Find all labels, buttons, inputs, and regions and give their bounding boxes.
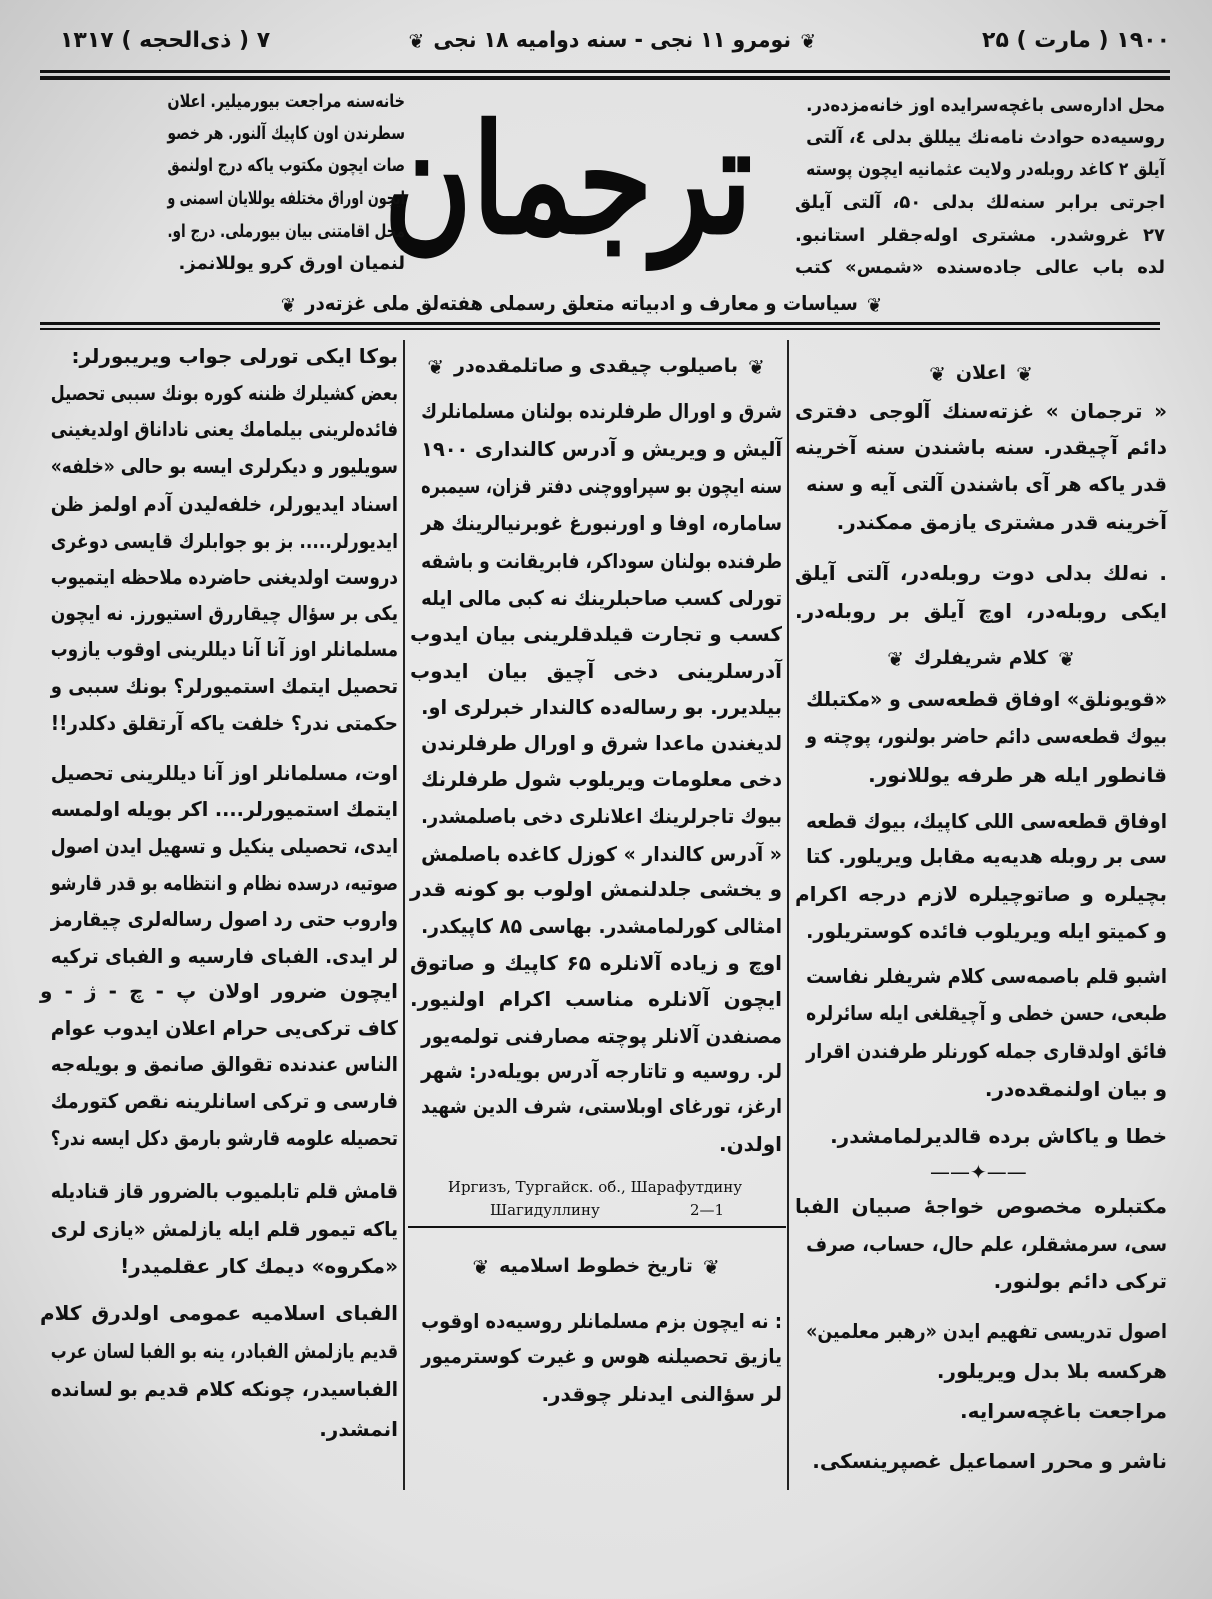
header-rule bbox=[40, 70, 1170, 73]
text-line: هرکسه بلا بدل ویریلور. bbox=[936, 1359, 1167, 1383]
text-line: ایدی، تحصیلی ینکیل و تسهیل ایدن اصول bbox=[50, 834, 399, 858]
text-line: آلیش و ویریش و آدرس کالنداری ۱۹۰۰ bbox=[421, 437, 782, 461]
text-line: لر سؤالنی ایدنلر چوقدر. bbox=[541, 1382, 782, 1406]
text-line: : نه ایچون بزم مسلمانلر روسیه‌ده اوقوب bbox=[421, 1309, 782, 1333]
text-line: یکی بر سؤال چیقاررق استیورز. نه ایچون bbox=[50, 601, 398, 625]
ornament-icon: ❦ bbox=[408, 29, 425, 53]
section-heading bbox=[410, 1251, 782, 1281]
heading-text: باصیلوب چیقدی و صاتلمقده‌در bbox=[454, 355, 738, 377]
text-line: «مکروه» دیمك کار عقلمیدر! bbox=[120, 1254, 398, 1278]
text-line: امثالی کورلمامشدر. بهاسی ۸۵ کاپیکدر. bbox=[421, 914, 782, 938]
text-line: لنمیان اورق کرو یوللانمز. bbox=[178, 253, 405, 274]
text-line: قدیم یازلمش الفبادر، ینه بو الفبا لسان عرب bbox=[50, 1339, 399, 1363]
ornament-icon: ❦ bbox=[280, 292, 296, 317]
text-line: محل اداره‌سی باغچه‌سرایده اوز خانه‌مزده‌در. bbox=[806, 95, 1165, 116]
text-line: اجرتی برابر سنه‌لك بدلی ۵۰، آلتی آیلق bbox=[795, 192, 1165, 213]
header-rule-thick bbox=[40, 76, 1170, 80]
ornament-icon: ❦ bbox=[427, 354, 444, 379]
text-line: «قویونلق» اوفاق قطعه‌سی و «مکتبلك bbox=[806, 687, 1167, 711]
ornament-icon: ❦ bbox=[800, 29, 816, 53]
text-line: « ترجمان » غزته‌سنك آلوجی دفتری bbox=[795, 399, 1167, 423]
text-line: اشبو قلم باصمه‌سی کلام شریفلر نفاست bbox=[806, 964, 1167, 988]
text-line: مسلمانلر اوز آنا آنا دیللرینی اوقوب یازوب bbox=[50, 637, 399, 661]
text-line: الفبای اسلامیه عمومی اولدرق کلام bbox=[40, 1301, 398, 1325]
text-line: واروب حتی رد اصول رساله‌لری چیقارمز bbox=[50, 907, 398, 931]
text-line: قانطور ایله هر طرفه یوللانور. bbox=[868, 763, 1167, 787]
russian-address-line2: Шагидуллину bbox=[490, 1201, 600, 1219]
text-line: طرفنده بولنان سوداکر، فابریقانت و باشقه bbox=[421, 549, 782, 573]
text-line: فارسی و ترکی اسانلرینه نقص کتورمك bbox=[50, 1089, 399, 1113]
heading-text: اعلان bbox=[955, 362, 1007, 384]
text-line: و یخشی جلدلنمش اولوب بو کونه قدر bbox=[410, 877, 782, 901]
ornament-icon: ❦ bbox=[887, 646, 904, 671]
text-line: آدرسلرینی دخی آچیق بیان ایدوب bbox=[410, 659, 782, 683]
text-line: اوت، مسلمانلر اوز آنا دیللرینی تحصیل bbox=[50, 761, 398, 785]
text-line: ایچون اوراق مختلفه یوللایان اسمنی و bbox=[167, 188, 405, 209]
text-line: ارغز، تورغای اوبلاستی، شرف الدین شهید bbox=[421, 1094, 782, 1118]
text-line: الفباسیدر، چونکه کلام قدیم بو لسانده bbox=[50, 1377, 399, 1401]
text-line: تحصیل ایتمك استمیورلر؟ بونك سببی و bbox=[50, 674, 399, 698]
column-divider bbox=[787, 340, 789, 1490]
text-line: دروست اولدیغنی حاضرده ملاحظه ایتمیوب bbox=[50, 565, 398, 589]
text-line: قامش قلم تابلمیوب بالضرور قاز قنادیله bbox=[50, 1179, 399, 1203]
column-divider bbox=[403, 340, 405, 1490]
text-line: . نه‌لك بدلی دوت روبله‌در، آلتی آیلق bbox=[795, 561, 1167, 585]
russian-address-mark: 2—1 bbox=[690, 1201, 725, 1219]
text-line: قدر یاکه هر آی باشندن آلتی آیه و سنه bbox=[806, 472, 1167, 496]
masthead-title: ترجمان bbox=[383, 92, 753, 268]
text-line: دخی معلومات ویریلوب شول طرفلرنك bbox=[421, 767, 782, 791]
ornament-icon: ❦ bbox=[748, 354, 765, 379]
text-line: طبعی، حسن خطی و آچیقلغی ایله سائرلره bbox=[806, 1001, 1167, 1025]
text-line: ایچون ضرور اولان پ - چ - ژ - و bbox=[40, 979, 398, 1003]
text-line: لدیغندن ماعدا شرق و اورال طرفلرندن bbox=[421, 731, 782, 755]
ornament-icon: ❦ bbox=[702, 1254, 720, 1279]
text-line: فائق اولدقاری جمله کورنلر طرفندن اقرار bbox=[806, 1039, 1167, 1063]
text-line: سی بر روبله هدیه‌یه مقابل ویریلور. کتا bbox=[806, 844, 1167, 868]
text-line: اوچ و زیاده آلانلره ۶۵ کاپیك و صاتوق bbox=[410, 951, 782, 975]
text-line: دائم آچیقدر. سنه باشندن سنه آخرینه bbox=[795, 435, 1167, 459]
heading-text: کلام شریفلرك bbox=[913, 647, 1049, 669]
text-line: بیوك تاجرلرینك اعلانلری دخی باصلمشدر. bbox=[421, 804, 782, 828]
text-line: تورلی کسب صاحبلرینك نه کبی مالی ایله bbox=[421, 586, 782, 610]
russian-address-line1: Иргизъ, Тургайск. об., Шарафутдину bbox=[447, 1178, 743, 1196]
text-line: لر ایدی. الفبای فارسیه و الفبای ترکیه bbox=[50, 944, 399, 968]
text-line: فائده‌لرینی بیلمامك یعنی ناداناق اولدیغینی bbox=[50, 417, 399, 441]
text-line: صات ایچون مکتوب یاکه درج اولنمق bbox=[167, 155, 405, 176]
text-line: ایدیورلر..... بز بو جوابلرك قایسی دوغری bbox=[50, 529, 398, 553]
text-line: یازیق تحصیلنه هوس و غیرت کوسترمیور bbox=[421, 1344, 782, 1368]
text-line: روسیه‌ده حوادث نامه‌نك ییللق بدلی ٤، آلتی bbox=[806, 127, 1165, 148]
text-line: انمشدر. bbox=[319, 1417, 398, 1441]
text-line: مصنفدن آلانلر پوچته مصارفنی تولمه‌یور bbox=[421, 1024, 782, 1048]
subtitle-text: سیاسات و معارف و ادبیاته متعلق رسملی هفته‌لق ملی غزته‌در bbox=[305, 291, 858, 315]
masthead-rule bbox=[40, 322, 1160, 325]
text-line: ۲۷ غروشدر. مشتری اوله‌جقلر استانبو. bbox=[795, 225, 1165, 246]
text-line: صوتیه، درسده نظام و انتظامه بو قدر قارشو bbox=[50, 871, 399, 895]
section-heading bbox=[795, 358, 1167, 388]
text-line: آیلق ۲ کاغد روبله‌در ولایت عثمانیه ایچون پوسته bbox=[806, 159, 1165, 180]
text-line: خانه‌سنه مراجعت بیورمیلیر. اعلان bbox=[167, 91, 405, 112]
text-line: سطرندن اون کاپیك آلنور. هر خصو bbox=[167, 123, 405, 144]
text-line: آخرینه قدر مشتری یازمق ممکندر. bbox=[836, 510, 1167, 534]
divider-ornament: ——✦—— bbox=[930, 1160, 1027, 1184]
heading-text: تاریخ خطوط اسلامیه bbox=[499, 1255, 693, 1277]
text-line: شرق و اورال طرفلرنده بولنان مسلمانلرك bbox=[421, 399, 782, 423]
text-line: ایتمك استمیورلر.... اکر بویله اولمسه bbox=[50, 797, 398, 821]
ornament-icon: ❦ bbox=[1058, 646, 1075, 671]
text-line: اوفاق قطعه‌سی اللی کاپیك، بیوك قطعه bbox=[806, 809, 1167, 833]
issue-number bbox=[408, 28, 825, 53]
text-line: بعض کشیلرك ظننه کوره بونك سببی تحصیل bbox=[50, 381, 398, 405]
text-line: کاف ترکی‌یی حرام اعلان ایدوب عوام bbox=[50, 1016, 399, 1040]
text-line: تحصیله علومه قارشو بارمق دکل ایسه ندر؟ bbox=[50, 1126, 399, 1150]
text-line: لده باب عالی جاده‌سنده «شمس» کتب bbox=[795, 257, 1165, 278]
masthead-subtitle bbox=[280, 289, 891, 317]
date-hijri: ۷ ( ذی‌الحجه ) ۱۳۱۷ bbox=[60, 28, 271, 53]
ornament-icon: ❦ bbox=[472, 1254, 490, 1279]
text-line: حکمتی ندر؟ خلفت یاکه آرتقلق دکلدر!! bbox=[50, 711, 399, 735]
text-line: سنه ایچون بو سپراووچنی دفتر قزان، سیمبره bbox=[421, 474, 782, 498]
text-line: لر. روسیه و تاتارجه آدرس بویله‌در: شهر bbox=[421, 1059, 782, 1083]
text-line: اسناد ایدیورلر، خلفه‌لیدن آدم اولمز ظن bbox=[50, 492, 398, 516]
text-line: کسب و تجارت قیلدقلرینی بیان ایدوب bbox=[410, 622, 782, 646]
text-line: خطا و یاکاش برده قالدیرلمامشدر. bbox=[830, 1124, 1167, 1148]
text-line: سویلیور و دیکرلری ایسه بو حالی «خلفه» bbox=[50, 454, 399, 478]
text-line: سی، سرمشقلر، علم حال، حساب، صرف bbox=[806, 1232, 1167, 1256]
text-line: بوکا ایکی تورلی جواب ویریبورلر: bbox=[71, 344, 398, 368]
text-line: « آدرس کالندار » کوزل کاغده باصلمش bbox=[421, 842, 782, 866]
text-line: ایکی روبله‌در، اوچ آیلق بر روبله‌در. bbox=[795, 599, 1167, 623]
masthead-rule-thin bbox=[40, 328, 1160, 330]
text-line: مکتبلره مخصوص خواجهٔ صبیان الفبا bbox=[795, 1194, 1167, 1218]
ornament-icon: ❦ bbox=[1016, 361, 1033, 386]
text-line: محل اقامتنی بیان بیورملی. درج او. bbox=[167, 221, 405, 242]
text-line: الناس عندنده تقوالق صانمق و بویله‌جه bbox=[50, 1052, 399, 1076]
text-line: ناشر و محرر اسماعیل غصپرینسکی. bbox=[812, 1449, 1167, 1473]
section-rule bbox=[408, 1226, 786, 1228]
ornament-icon: ❦ bbox=[866, 292, 883, 317]
text-line: اصول تدریسی تفهیم ایدن «رهبر معلمین» bbox=[806, 1319, 1167, 1343]
text-line: یاکه تیمور قلم ایله یازلمش «یازی لری bbox=[50, 1217, 399, 1241]
section-heading bbox=[410, 351, 782, 381]
text-line: مراجعت باغچه‌سرایه. bbox=[960, 1399, 1167, 1423]
text-line: اولدن. bbox=[718, 1132, 782, 1156]
issue-text: نومرو ۱۱ نجی - سنه دوامیه ۱۸ نجی bbox=[433, 28, 792, 53]
section-heading bbox=[795, 643, 1167, 673]
date-gregorian: ۱۹۰۰ ( مارت ) ۲۵ bbox=[982, 28, 1170, 53]
text-line: بیوك قطعه‌سی دائم حاضر بولنور، پوچته و bbox=[806, 724, 1167, 748]
text-line: ایچون آلانلره مناسب اکرام اولنیور. bbox=[410, 987, 782, 1011]
text-line: بیلدیرر. بو رساله‌ده کالندار خبرلری او. bbox=[421, 695, 782, 719]
text-line: ساماره، اوفا و اورنبورغ غوبرنیالرینك هر bbox=[421, 511, 782, 535]
text-line: و کمیتو ایله ویریلوب فائده کوستریلور. bbox=[806, 919, 1167, 943]
text-line: بچیلره و صاتوچیلره لازم درجه اکرام bbox=[795, 882, 1167, 906]
ornament-icon: ❦ bbox=[929, 361, 946, 386]
text-line: و بیان اولنمقده‌در. bbox=[984, 1077, 1167, 1101]
text-line: ترکی دائم بولنور. bbox=[993, 1269, 1167, 1293]
